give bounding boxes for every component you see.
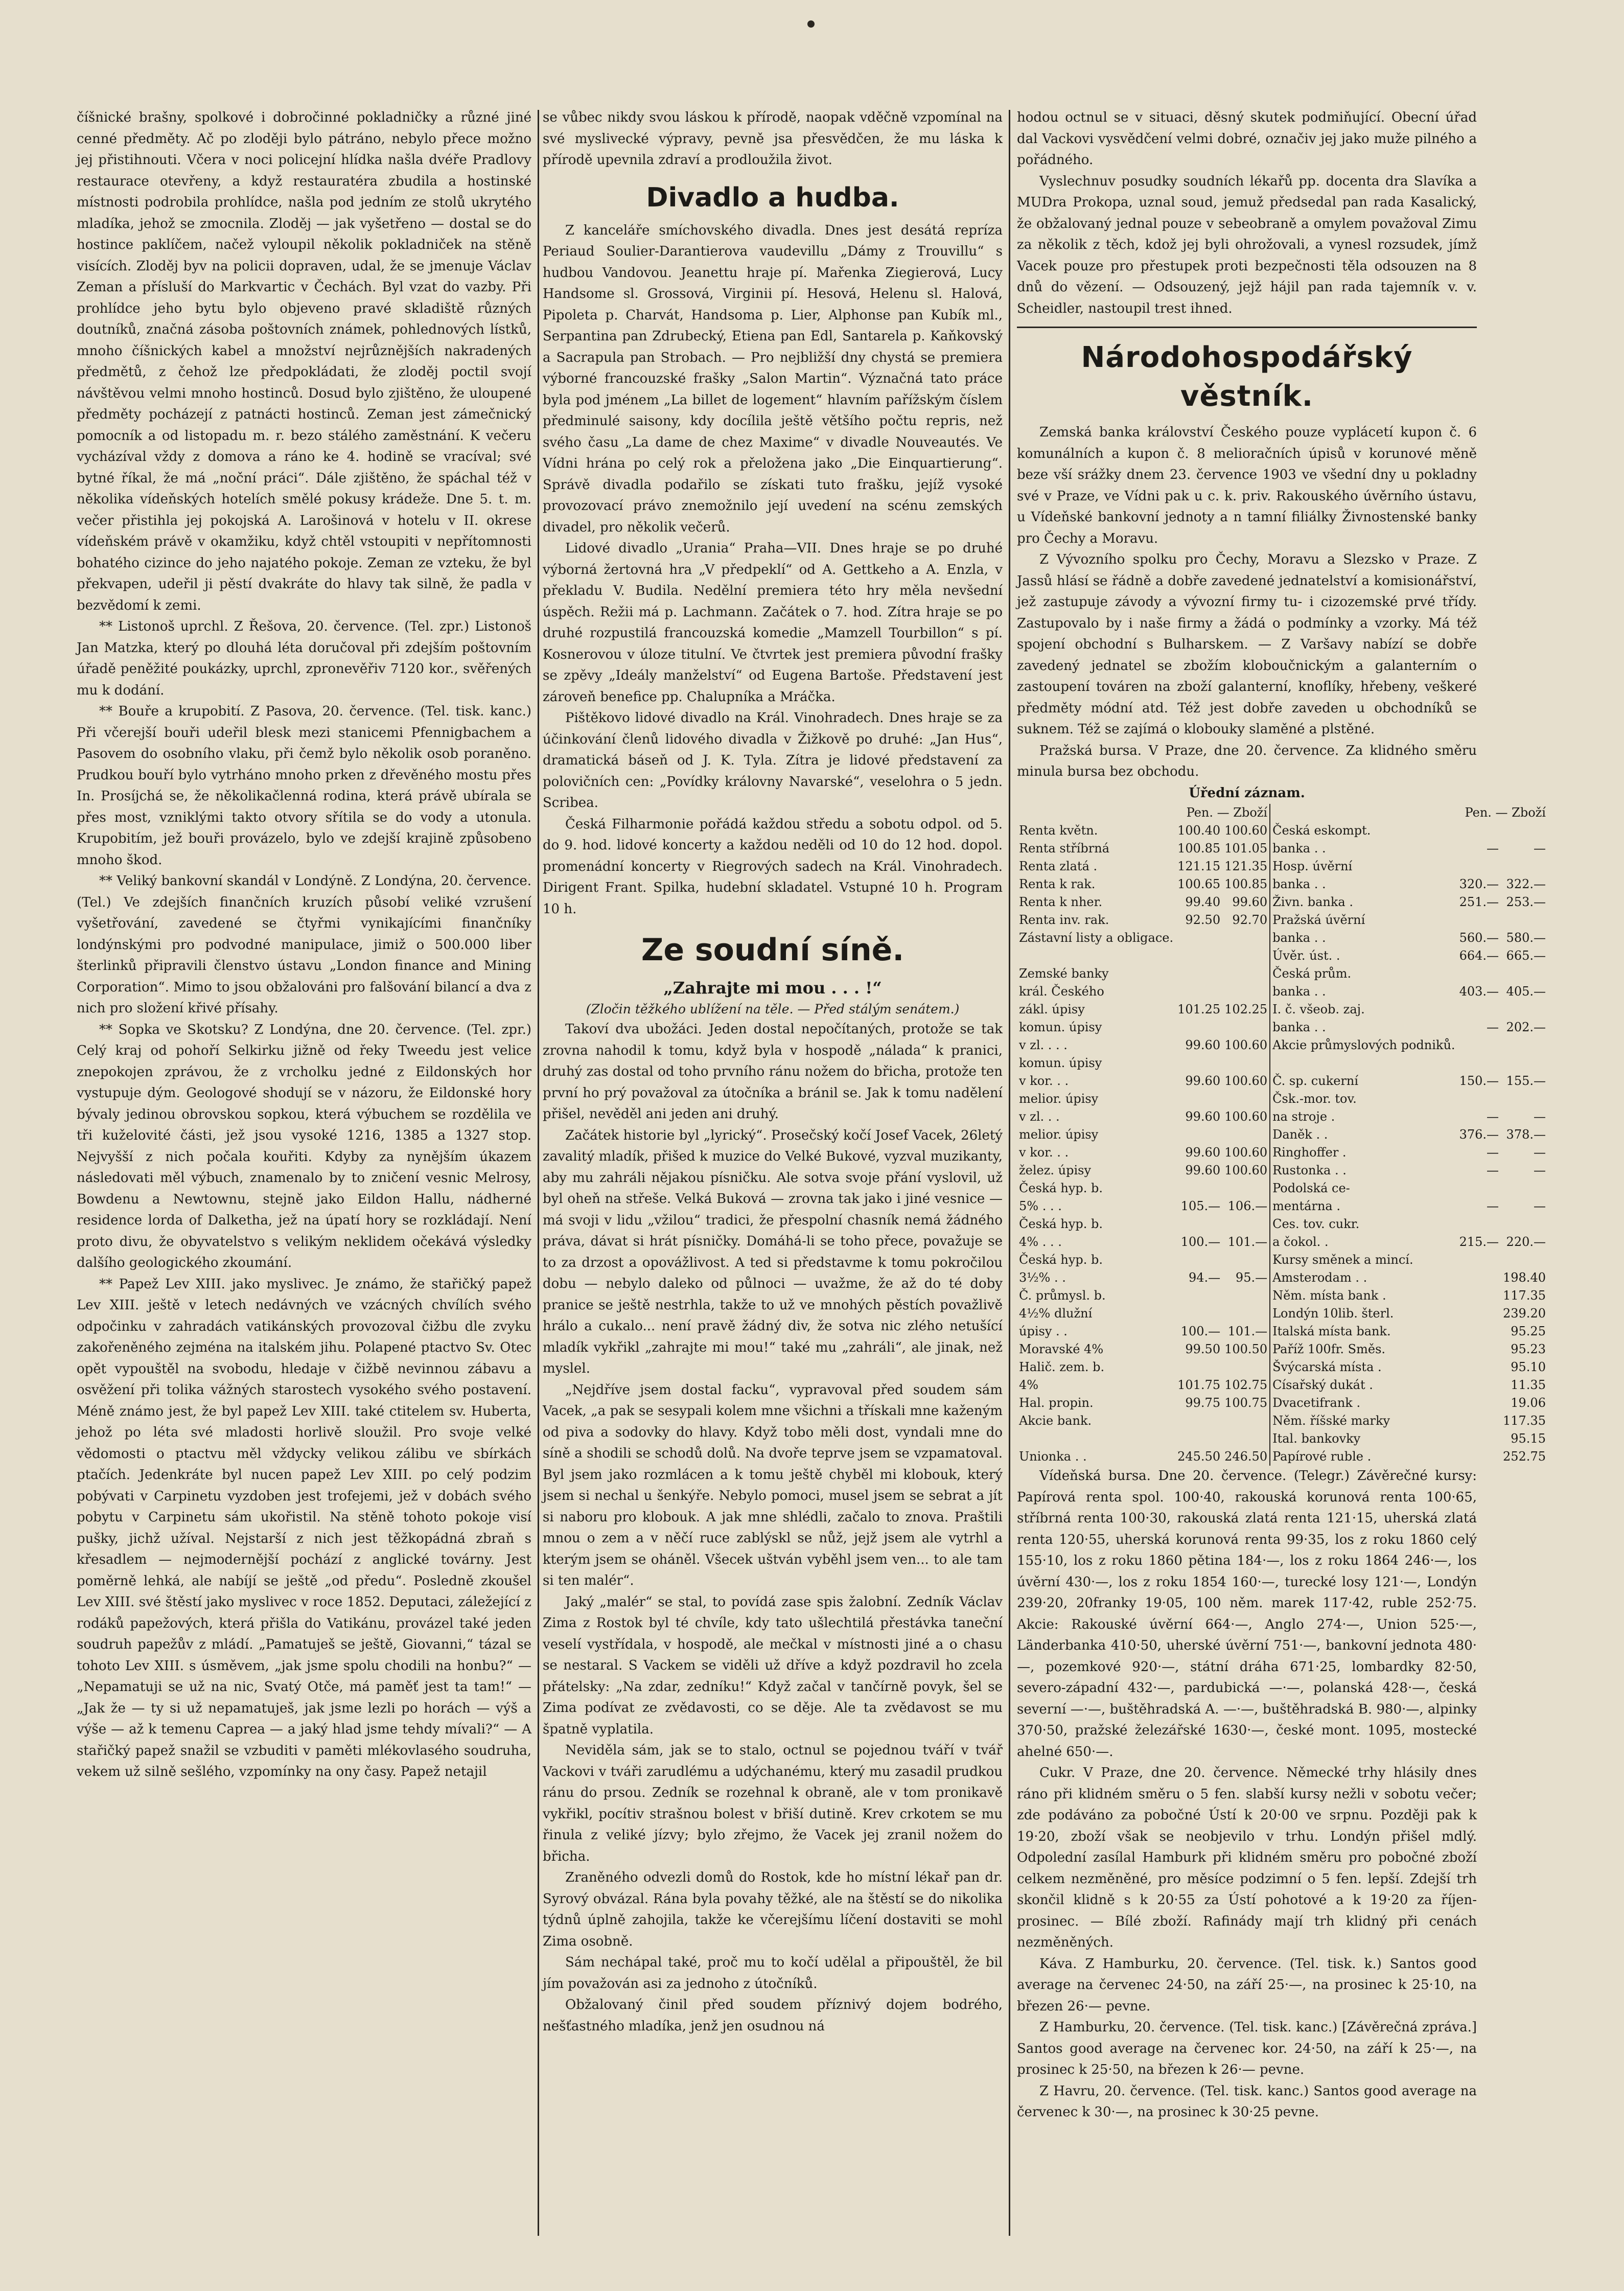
table-row xyxy=(1017,947,1548,965)
table-row xyxy=(1017,911,1548,929)
table-row xyxy=(1017,1054,1548,1072)
table-cell xyxy=(1222,1126,1270,1144)
article-paragraph: číšnické brašny, spolkové i dobročinné pokladničky a různé jiné cenné předměty. Ač po zloději bylo pátráno, nebylo přece možno jej přistihnouti. Včera v noci policejní hlídka našla dvéře Pradlovy restaurace otevřeny, a když restauratéra zbudila a hostinské místnosti podrobila prohlídce, našla pod jedním ze stolů ukrytého mladíka, jehož se zmocnila. Zloděj — jak vyšetřeno — dostal se do hostince paklíčem, načež vyloupil několik pokladniček na stěně visících. Zloděj byv na policii dopraven, udal, že se jmenuje Václav Zeman a přísluší do Markvartic v Čechách. Byl vzat do vazby. Při prohlídce jeho bytu bylo objeveno pravé skladiště různých doutníků, značná zásoba poštovních známek, pohlednových lístků, mnoho číšnických kabel a množství nejrůznějších nakradených předmětů, z čehož lze předpokládati, že zloděj poctil svojí návštěvou velmi mnoho hostinců. Dosud bylo zjištěno, že uloupené předměty pocházejí z patnácti hostinců. Zeman jest zámečnický pomocník a od listopadu m. r. bezo stálého zaměstnání. K večeru vycházíval vždy z domova a ráno ke 4. hodině se vracíval; své bytné říkal, že má „noční práci“. Dále zjištěno, že spáchal též v několika vídeňských hotelích smělé pokusy krádeže. Dne 5. t. m. večer přistihla jej pokojská A. Larošinová v hotelu v II. okrese vídeňském právě v okamžiku, když chtěl vstoupiti v nepřítomnosti bohatého cizince do jeho najatého pokoje. Zeman ze vzteku, že byl překvapen, udeřil ji pěstí dvakráte do hlavy tak silně, že padla v bezvědomí k zemi. xyxy=(77,110,531,613)
table-cell xyxy=(1457,1251,1501,1269)
table-cell: 665.— xyxy=(1506,948,1546,963)
article-subtitle: (Zločin těžkého ublížení na těle. — Před stálým senátem.) xyxy=(586,1002,960,1016)
table-cell: — xyxy=(1533,841,1546,855)
table-cell xyxy=(1457,1358,1501,1376)
table-cell xyxy=(1222,1179,1270,1197)
table-cell xyxy=(1457,1394,1501,1412)
table-cell: Renta k rak. xyxy=(1019,877,1096,891)
table-cell xyxy=(1457,1305,1501,1323)
article-paragraph: Jaký „malér“ se stal, to povídá zase spis žalobní. Zedník Václav Zima z Rostok byl té chvíle, kdy tato ušlechtilá přestávka taneční veselí vystřídala, v hospodě, ale mečkal v místnosti jiné a o chasu se nestaral. S Vackem se viděli už dříve a když pozdravil ho zcela přátelsky: „Na zdar, zedníku!“ Když začal v tančírně povyk, šel se Zima podívat ze zvědavosti, co se děje. Ale ta zvědavost se mu špatně vyplatila. xyxy=(543,1594,1003,1737)
table-cell: král. Českého xyxy=(1019,984,1104,999)
table-row xyxy=(1017,875,1548,893)
table-cell: Paříž 100fr. Směs. xyxy=(1270,1340,1457,1358)
table-cell xyxy=(1222,1215,1270,1233)
table-header: Pen. — Zboží xyxy=(1465,805,1546,820)
table-cell: 92.70 xyxy=(1232,913,1268,927)
table-cell: Ces. tov. cukr. xyxy=(1270,1215,1457,1233)
table-cell xyxy=(1222,983,1270,1001)
table-cell: Pražská úvěrní xyxy=(1270,911,1457,929)
article-paragraph: hodou octnul se v situaci, děsný skutek podmiňující. Obecní úřad dal Vackovi vysvědčení velmi dobré, označiv jej jako muže pilného a pořádného. xyxy=(1017,110,1477,168)
table-cell: Hal. propin. xyxy=(1019,1396,1094,1410)
article-paragraph: Začátek historie byl „lyrický“. Prosečský kočí Josef Vacek, 26letý zavalitý mladík, přišed k muzice do Velké Bukové, vyzval muzikanty, aby mu zahráli nějakou písničku. Ale sotva svoje přání vyslovil, už byl oheň na střeše. Velká Buková — zrovna tak jako i jiné vesnice — má svoji v lidu „vžilou“ tradici, že přespolní chasník nemá žádného práva, dávat si hrát písničky. Domáhá-li se toho přece, považuje se to za drzost a opovážlivost. A ted si představme k tomu pokročilou dobu — nebylo daleko od půlnoci — uvažme, že až do té doby pranice se ještě nestrhla, takže to už ve mnohých pěstích považlivě hrálo a cukalo... není pravě žádný div, že sotva nic zlého netušící mladík vykřikl „zahrajte mi mou!“ také mu „zahráli“, ale jinak, než myslel. xyxy=(543,1127,1003,1376)
table-cell xyxy=(1457,1340,1501,1358)
table-row xyxy=(1017,929,1548,947)
table-cell: 106.— xyxy=(1227,1199,1268,1213)
table-cell: 99.60 xyxy=(1185,1109,1221,1124)
table-cell: 100.85 xyxy=(1177,841,1221,855)
table-cell: 100.— xyxy=(1180,1235,1221,1249)
table-cell: Unionka . . xyxy=(1019,1449,1087,1464)
table-cell: Č. průmysl. b. xyxy=(1019,1288,1106,1303)
table-cell xyxy=(1175,1412,1222,1430)
table-row xyxy=(1017,965,1548,983)
table-cell: 5% . . . xyxy=(1019,1199,1062,1213)
table-cell: melior. úpisy xyxy=(1019,1127,1099,1142)
table-cell: — xyxy=(1487,1163,1499,1177)
article-paragraph: se vůbec nikdy svou láskou k přírodě, naopak vděčně vzpomínal na své myslivecké výpravy, pevně jsa přesvědčen, že mu láska k přírodě upevnila zdraví a prodloužila život. xyxy=(543,110,1003,168)
column-rule xyxy=(1009,110,1010,2236)
table-cell: 105.— xyxy=(1180,1199,1221,1213)
table-cell: 4% . . . xyxy=(1019,1235,1062,1249)
table-cell xyxy=(1175,1126,1222,1144)
table-cell: Něm. místa bank . xyxy=(1270,1287,1457,1305)
table-cell: Česká hyp. b. xyxy=(1019,1217,1103,1231)
table-cell xyxy=(1175,1215,1222,1233)
table-cell: 100.60 xyxy=(1224,823,1268,838)
table-cell: Akcie průmyslových podniků. xyxy=(1270,1036,1457,1054)
table-row xyxy=(1017,1340,1548,1358)
table-cell: 99.60 xyxy=(1185,1038,1221,1052)
table-row xyxy=(1017,1287,1548,1305)
table-cell: 101.— xyxy=(1227,1324,1268,1338)
table-cell xyxy=(1222,1305,1270,1323)
table-cell: 99.50 xyxy=(1185,1342,1221,1356)
table-cell xyxy=(1222,1287,1270,1305)
table-row xyxy=(1017,1233,1548,1251)
table-cell: Podolská ce- xyxy=(1270,1179,1457,1197)
table-cell xyxy=(1222,1412,1270,1430)
table-row xyxy=(1017,1358,1548,1376)
table-row xyxy=(1017,1108,1548,1126)
table-row xyxy=(1017,1323,1548,1340)
article-paragraph: Obžalovaný činil před soudem příznivý dojem bodrého, nešťastného mladíka, jenž jen osudnou ná xyxy=(543,1997,1003,2034)
table-cell: 320.— xyxy=(1459,877,1499,891)
table-cell: 100.40 xyxy=(1177,823,1221,838)
table-cell: 4% xyxy=(1019,1378,1039,1392)
table-cell: v kor. . . xyxy=(1019,1145,1069,1160)
table-cell: — xyxy=(1487,1020,1499,1034)
table-cell: Renta stříbrná xyxy=(1019,841,1110,855)
table-cell xyxy=(1175,1430,1222,1448)
table-cell: 378.— xyxy=(1506,1127,1546,1142)
table-cell: Hosp. úvěrní xyxy=(1270,858,1457,875)
section-heading-economy: Národohospodářský věstník. xyxy=(1081,341,1413,413)
table-cell: 580.— xyxy=(1506,931,1546,945)
article-paragraph: ** Listonoš uprchl. Z Řešova, 20. července. (Tel. zpr.) Listonoš Jan Matzka, který po dlouhá léta doručoval při zdejším poštovním úřadě peněžité poukázky, uprchl, zpronevěřiv 7120 kor., svěřených mu k dodání. xyxy=(77,619,531,698)
article-paragraph: Pražská bursa. V Praze, dne 20. července. Za klidného směru minula bursa bez obchodu. xyxy=(1017,743,1477,779)
table-cell: Živn. banka . xyxy=(1270,893,1457,911)
table-cell xyxy=(1457,1412,1501,1430)
table-cell: 202.— xyxy=(1506,1020,1546,1034)
table-row xyxy=(1017,1036,1548,1054)
table-cell xyxy=(1175,1251,1222,1269)
table-cell: Zemské banky xyxy=(1019,966,1109,981)
table-cell: banka . . xyxy=(1270,1019,1457,1036)
table-cell xyxy=(1222,1019,1270,1036)
table-cell: 19.06 xyxy=(1511,1396,1546,1410)
table-cell xyxy=(1457,1001,1501,1019)
table-cell: 101.75 xyxy=(1177,1378,1221,1392)
article-paragraph: Zraněného odvezli domů do Rostok, kde ho místní lékař pan dr. Syrový obvázal. Rána byla povahy těžké, ale na štěstí se do nikolika týdnů úplně zahojila, takže ke včerejšímu líčení dostaviti se mohl Zima osobně. xyxy=(543,1870,1003,1949)
table-cell: banka . . xyxy=(1270,983,1457,1001)
article-paragraph: Pištěkovo lidové divadlo na Král. Vinohradech. Dnes hraje se za účinkování členů lidového divadla v Žižkově po druhé: „Jan Hus“, dramatická báseň od J. K. Tyla. Zítra je lidové představení za polovičních cen: „Povídky královny Navarské“, veselohra o 5 jedn. Scribea. xyxy=(543,710,1003,811)
table-cell: 95.23 xyxy=(1511,1342,1546,1356)
table-cell: 100.75 xyxy=(1224,1396,1268,1410)
table-row xyxy=(1017,858,1548,875)
article-paragraph: Neviděla sám, jak se to stalo, octnul se pojednou tváří v tvář Vackovi v tváři zarudlému a udýchanému, který mu zasadil prudkou ránu do prsou. Zedník se rozehnal k obraně, ale v tom pronikavě vykřikl, pocítiv strašnou bolest v břiší dutině. Krev crkotem se mu řinula z veliké jízvy; bylo zřejmo, že Vacek jej zranil nožem do břicha. xyxy=(543,1743,1003,1864)
article-paragraph: ** Veliký bankovní skandál v Londýně. Z Londýna, 20. července. (Tel.) Ve zdejších finančních kruzích působí veliké vzrušení vyšetřování, zavedené se čtyřmi vynikajícími finančníky londýnskými pro podvodné manipulace, jimiž o 500.000 liber šterlinků připravili členstvo ústavu „London finance and Mining Corporation“. Mimo to jsou obžalováni pro falšování bilancí a dva z nich pro složení křivé přísahy. xyxy=(77,873,531,1016)
table-cell: 3½% . . xyxy=(1019,1270,1066,1285)
table-cell: 664.— xyxy=(1459,948,1499,963)
table-cell: 117.35 xyxy=(1503,1288,1546,1303)
table-cell xyxy=(1501,858,1548,875)
table-cell xyxy=(1457,965,1501,983)
table-cell xyxy=(1501,1036,1548,1054)
table-cell: 155.— xyxy=(1506,1074,1546,1088)
table-cell: — xyxy=(1487,1145,1499,1160)
table-row xyxy=(1017,1269,1548,1287)
table-cell: 102.25 xyxy=(1224,1002,1268,1016)
table-cell: 121.35 xyxy=(1224,859,1268,873)
table-cell xyxy=(1222,1054,1270,1072)
table-row xyxy=(1017,1448,1548,1466)
table-cell: 100.— xyxy=(1180,1324,1221,1338)
table-cell: 99.40 xyxy=(1185,895,1221,909)
column-rule xyxy=(538,110,539,2236)
table-cell: Renta k nher. xyxy=(1019,895,1103,909)
article-paragraph: ** Bouře a krupobití. Z Pasova, 20. července. (Tel. tisk. kanc.) Při včerejší bouři udeřil blesk mezi stanicemi Pfennigbachem a Pasovem do osobního vlaku, při čemž bylo několik osob poraněno. Prudkou bouří bylo vytrháno mnoho prken z dřevěného mostu přes In. Prosíjchá se, že několikačlenná rodina, která právě ubírala se přes most, vzniklými takto otvory sřítila se do vody a utonula. Krupobitím, jež bouři provázelo, bylo ve zdejší krajině způsobeno mnoho škod. xyxy=(77,704,531,868)
table-row xyxy=(1017,1394,1548,1412)
table-row xyxy=(1017,1197,1548,1215)
table-row xyxy=(1017,1019,1548,1036)
table-cell: — xyxy=(1533,1145,1546,1160)
table-header-row xyxy=(1017,804,1548,822)
table-row xyxy=(1017,983,1548,1001)
table-cell: úpisy . . xyxy=(1019,1324,1068,1338)
table-cell xyxy=(1501,1215,1548,1233)
table-cell: Zástavní listy a obligace. xyxy=(1019,931,1174,945)
table-cell: 215.— xyxy=(1459,1235,1499,1249)
table-cell: Papírové ruble . xyxy=(1270,1448,1457,1466)
table-row xyxy=(1017,1376,1548,1394)
table-cell xyxy=(1175,1090,1222,1108)
table-cell: — xyxy=(1487,841,1499,855)
table-cell: 99.60 xyxy=(1185,1163,1221,1177)
table-row xyxy=(1017,840,1548,858)
table-cell xyxy=(1175,965,1222,983)
table-cell xyxy=(1175,929,1222,947)
table-cell: Ital. bankovky xyxy=(1270,1430,1457,1448)
table-cell: komun. úpisy xyxy=(1019,1056,1102,1070)
table-cell: Renta inv. rak. xyxy=(1019,913,1109,927)
table-cell: — xyxy=(1533,1199,1546,1213)
table-cell: 100.60 xyxy=(1224,1163,1268,1177)
table-cell: Česká hyp. b. xyxy=(1019,1181,1103,1195)
table-cell: v zl. . . xyxy=(1019,1109,1060,1124)
table-header: Pen. — Zboží xyxy=(1186,805,1268,820)
table-cell: 95.25 xyxy=(1511,1324,1546,1338)
table-row xyxy=(1017,1179,1548,1197)
section-heading-theatre: Divadlo a hudba. xyxy=(646,182,899,213)
table-cell: 101.05 xyxy=(1224,841,1268,855)
article-paragraph: Káva. Z Hamburku, 20. července. (Tel. tisk. k.) Santos good average na červenec 24·50, na září 25·—, na prosinec k 25·10, na březen 26·— pevne. xyxy=(1017,1956,1477,2014)
table-cell: v kor. . . xyxy=(1019,1074,1069,1088)
table-cell: 252.75 xyxy=(1503,1449,1546,1464)
table-title: Úřední záznam. xyxy=(1189,785,1305,801)
table-cell: Kursy směnek a mincí. xyxy=(1270,1251,1457,1269)
table-cell: v zl. . . . xyxy=(1019,1038,1068,1052)
table-cell: Akcie bank. xyxy=(1019,1414,1092,1428)
article-paragraph: Z Havru, 20. července. (Tel. tisk. kanc.) Santos good average na červenec k 30·—, na prosinec k 30·25 pevne. xyxy=(1017,2083,1477,2120)
table-cell: 100.60 xyxy=(1224,1038,1268,1052)
table-cell xyxy=(1175,1358,1222,1376)
table-row xyxy=(1017,822,1548,840)
table-cell xyxy=(1175,1019,1222,1036)
article-paragraph: Vídeňská bursa. Dne 20. července. (Telegr.) Závěrečné kursy: Papírová renta spol. 100·40, rakouská korunová renta 100·65, stříbrná renta 100·30, rakouská zlatá renta 121·15, uherská zlatá renta 120·55, uherská korunová renta 99·35, los z roku 1860 celý 155·10, los z roku 1860 pětina 184·—, los z roku 1864 246·—, los úvěrní 430·—, los z roku 1854 160·—, turecké losy 121·—, Londýn 239·20, 20franky 19·05, 100 něm. marek 117·42, ruble 252·75. Akcie: Rakouské úvěrní 664·—, Anglo 274·—, Union 525·—, Länderbanka 410·50, uherské úvěrní 751·—, bankovní jednota 480·—, pozemkové 920·—, státní dráha 671·25, lombardky 82·50, severo-západní 432·—, pardubická —·—, polanská 428·—, česká severní —·—, buštěhradská A. —·—, buštěhradská B. 980·—, alpinky 370·50, pražské železářské 1630·—, české mont. 1095, mostecké ahelné 650·—. xyxy=(1017,1468,1477,1760)
article-paragraph: Česká Filharmonie pořádá každou středu a sobotu odpol. od 5. do 9. hod. lidové koncerty a každou neděli od 10 do 12 hod. dopol. promenádní koncerty v Riegrových sadech na Král. Vinohradech. Dirigent Frant. Spilka, hudební skladatel. Vstupné 10 h. Program 10 h. xyxy=(543,816,1003,917)
table-cell xyxy=(1457,822,1501,840)
table-cell: Čsk.-mor. tov. xyxy=(1270,1090,1457,1108)
table-cell xyxy=(1457,1376,1501,1394)
article-paragraph: „Nejdříve jsem dostal facku“, vypravoval před soudem sám Vacek, „a pak se sesypali kolem mne všichni a třískali mne kaženým od piva a sodovky do hlavy. Když tobo měli dost, vyndali mne do síně a shodili se schodů dolů. Na dvoře teprve jsem se vzpamatoval. Byl jsem jako rozmlácen a k tomu ještě chyběl mi klobouk, který jsem si nechal u šenkýře. Nebylo pomoci, musel jsem se sebrat a jít si naboru pro klobouk. A jak mne shlédli, začalo to znova. Praštili mnou o zem a v něčí ruce zablýskl se nůž, jejž jsem ale vytrhl a kterým jsem se oháněl. Všecek uštván vyběhl jsem ven... to ale tam si ten malér“. xyxy=(543,1382,1003,1588)
table-cell: mentárna . xyxy=(1270,1197,1457,1215)
article-paragraph: Zemská banka království Českého pouze vyplácetí kupon č. 6 komunálních a kupon č. 8 melioračních úpisů v korunové měně beze vší srážky dnem 23. července 1903 ve všední dny u pokladny své v Praze, ve Vídni pak u c. k. priv. Rakouského úvěrního ústavu, u Vídeňské bankovní jednoty a n tamní filiálky Živnostenské banky pro Čechy a Moravu. xyxy=(1017,425,1477,546)
table-row xyxy=(1017,1430,1548,1448)
article-paragraph: Vyslechnuv posudky soudních lékařů pp. docenta dra Slavíka a MUDra Prokopa, uznal soud, jemuž předsedal pan rada Kasalický, že obžalovaný jednal pouze v sebeobraně a omylem považoval Zimu za několik z těch, kdož jej byli ohrožovali, a vynesl rozsudek, jímž Vacek pouze pro přestupek proti bezpečnosti těla odsouzen na 8 dnů do vězení. — Odsouzený, jejž hájil pan rada tajemník v. v. Scheidler, nastoupil trest ihned. xyxy=(1017,173,1477,316)
table-cell: 94.— xyxy=(1188,1270,1221,1285)
table-cell: Halič. zem. b. xyxy=(1019,1360,1105,1374)
table-cell: 101.25 xyxy=(1177,1002,1221,1016)
table-cell xyxy=(1457,1448,1501,1466)
table-cell: 100.65 xyxy=(1177,877,1221,891)
table-cell: 150.— xyxy=(1459,1074,1499,1088)
table-cell: želez. úpisy xyxy=(1019,1163,1091,1177)
table-cell: I. č. všeob. zaj. xyxy=(1270,1001,1457,1019)
table-cell: Dvacetifrank . xyxy=(1270,1394,1457,1412)
table-cell: 101.— xyxy=(1227,1235,1268,1249)
table-cell: Ringhoffer . xyxy=(1270,1144,1457,1162)
article-paragraph: Cukr. V Praze, dne 20. července. Německé trhy hlásily dnes ráno při klidném směru o 5 fen. slabší kursy nežli v sobotu večer; zde podáváno za pobočné Ústí k 20·00 ve srpnu. Později pak k 19·20, zboží však se neobjevilo v trhu. Londýn přišel mdlý. Odpolední zasílal Hamburk při klidném směru pro pobočné zboží celkem nezměněné, pro měsíce podzimní o 5 fen. lepší. Zdejší trh skončil klidně s k 20·55 za Ústí pohotové a k 19·20 za říjen-prosinec. — Bílé zboží. Rafinády mají trh klidný při cenách nezměněných. xyxy=(1017,1765,1477,1950)
table-cell: Rustonka . . xyxy=(1270,1162,1457,1179)
table-cell xyxy=(1457,911,1501,929)
table-cell: 99.75 xyxy=(1185,1396,1221,1410)
table-cell: 95.15 xyxy=(1511,1431,1546,1446)
table-cell xyxy=(1175,1179,1222,1197)
column-left xyxy=(77,107,531,2243)
table-row xyxy=(1017,1072,1548,1090)
article-title: „Zahrajte mi mou . . . !“ xyxy=(663,978,882,998)
table-cell: Italská místa bank. xyxy=(1270,1323,1457,1340)
table-cell xyxy=(1457,1179,1501,1197)
table-cell xyxy=(1457,1036,1501,1054)
table-cell: Císařský dukát . xyxy=(1270,1376,1457,1394)
table-cell: a čokol. . xyxy=(1270,1233,1457,1251)
table-cell: 403.— xyxy=(1459,984,1499,999)
table-cell xyxy=(1457,1269,1501,1287)
table-cell xyxy=(1175,1305,1222,1323)
column-middle xyxy=(543,107,1003,2243)
table-cell xyxy=(1175,1054,1222,1072)
table-row xyxy=(1017,1090,1548,1108)
article-paragraph: Sám nechápal také, proč mu to kočí udělal a připouštěl, že bil jím považován asi za jednoho z útočníků. xyxy=(543,1955,1003,1992)
table-cell xyxy=(1501,965,1548,983)
table-row xyxy=(1017,1305,1548,1323)
table-cell: na stroje . xyxy=(1270,1108,1457,1126)
table-cell xyxy=(1175,1287,1222,1305)
table-cell: 560.— xyxy=(1459,931,1499,945)
table-cell: Amsterodam . . xyxy=(1270,1269,1457,1287)
table-cell: 4½% dlužní xyxy=(1019,1306,1093,1321)
exchange-rates-table xyxy=(1017,804,1548,1466)
article-paragraph: ** Papež Lev XIII. jako myslivec. Je známo, že stařičký papež Lev XIII. ještě v letech nedávných ve vzácných chvílích svého odpočinku v zahradách vatikánských provozoval čižbu dle zvyku zakořeněného zejména na italském jihu. Polapené ptactvo Sv. Otec opět vypouštěl na svobodu, hledaje v čižbě nevinnou zábavu a osvěžení při tolika vážných starostech vysokého svého postavení. Méně známo jest, že byl papež Lev XIII. také ctitelem sv. Huberta, jehož po léta své mladosti horlivě sloužil. Pro svoje velké vědomosti o ptactvu měl vždycky velikou zálibu ve sbírkách ptačích. Jedenkráte byl nucen papež Lev XIII. po celý podzim pobývati v Carpinetu vyzdoben jest trofejemi, jež v dobách svého pobytu v Carpinetu sám ukořistil. Na stěně tohoto pokoje visí pušky, jichž užíval. Nejstarší z nich jest těžkopádná zbraň s křesadlem — nejmodernější pochází z anglické továrny. Jest poměrně lehká, ale nabíjí se ještě „od předu“. Posledně zkoušel Lev XIII. své štěstí jako myslivec v roce 1852. Deputaci, záležející z rodáků papežových, která přišla do Vatikánu, provázel také jeden soudruh papežův z mládí. „Pamatuješ se ještě, Giovanni,“ tázal se tohoto Lev XIII. s úsměvem, „jak jsme spolu chodili na honbu?“ — „Nepamatuji se už na nic, Svatý Otče, má paměť jest ta tam!“ — „Jak že — ty si už nepamatuješ, jak jsme lezli po horách — výš a výše — až k temenu Caprea — a jaký hlad jsme tehdy mívali?“ — A stařičký papež snažil se vzbuditi v paměti mlékovlasého soudruha, vekem už silně sešlého, vzpomínky na ony časy. Papež netajil xyxy=(77,1276,531,1779)
section-heading-court: Ze soudní síně. xyxy=(641,932,904,968)
table-cell: — xyxy=(1487,1199,1499,1213)
table-cell xyxy=(1270,1054,1457,1072)
table-cell xyxy=(1501,1054,1548,1072)
table-cell: komun. úpisy xyxy=(1019,1020,1102,1034)
table-cell: 11.35 xyxy=(1511,1378,1546,1392)
table-cell xyxy=(1222,1090,1270,1108)
table-cell: 100.85 xyxy=(1224,877,1268,891)
table-cell: 376.— xyxy=(1459,1127,1499,1142)
table-cell xyxy=(1457,1287,1501,1305)
table-cell xyxy=(1501,1001,1548,1019)
table-row xyxy=(1017,1251,1548,1269)
table-cell: 253.— xyxy=(1506,895,1546,909)
article-paragraph: ** Sopka ve Skotsku? Z Londýna, dne 20. července. (Tel. zpr.) Celý kraj od pohoří Selkirku jižně od řeky Tweedu jest velice znepokojen zprávou, že z vrcholku jedné z Eildonských hor vystupuje dým. Geologové shodují se v názoru, že Eildonské hory bývaly jedinou obrovskou sopkou, která výbuchem se rozdělila ve tři kuželovité části, jež jsou vysoké 1216, 1385 a 1327 stop. Nejvyšší z nich počala kouřiti. Kdyby za nynějším úkazem následovati měl výbuch, znamenalo by to zničení vesnic Melrosy, Bowdenu a Newtownu, stejně jako Eildon Hallu, nádherné residence lorda of Dalketha, jež na úpatí hory se rozkládají. Není proto divu, že obyvatelstvo s velikým neklidem očekává výsledky dalšího geologického zkoumání. xyxy=(77,1022,531,1270)
table-cell: Č. sp. cukerní xyxy=(1270,1072,1457,1090)
table-cell xyxy=(1175,983,1222,1001)
table-cell: Česká prům. xyxy=(1270,965,1457,983)
table-cell xyxy=(1222,1251,1270,1269)
table-row xyxy=(1017,1144,1548,1162)
table-cell: banka . . xyxy=(1270,929,1457,947)
table-cell: — xyxy=(1533,1163,1546,1177)
table-cell: Něm. říšské marky xyxy=(1270,1412,1457,1430)
table-cell: 99.60 xyxy=(1232,895,1268,909)
table-cell: 246.50 xyxy=(1224,1449,1268,1464)
table-cell: 95.10 xyxy=(1511,1360,1546,1374)
table-cell xyxy=(1457,1323,1501,1340)
article-paragraph: Lidové divadlo „Urania“ Praha—VII. Dnes hraje se po druhé výborná žertovná hra „V předpeklí“ od A. Gettkeho a A. Enzla, v překladu V. Budila. Nedělní premiera této hry měla nevšední úspěch. Režii má p. Lachmann. Začátek o 7. hod. Zítra hraje se po druhé rozpustilá francouzská komedie „Mamzell Tourbillon“ s pí. Kosnerovou v úloze titulní. Ve čtvrtek jest premiera původní frašky se zpěvy „Ideály manželství“ od Eugena Bartoše. Představení jest zároveň benefice pp. Chalupníka a Mráčka. xyxy=(543,541,1003,705)
table-cell xyxy=(1501,1090,1548,1108)
article-paragraph: Z Hamburku, 20. července. (Tel. tisk. kanc.) [Závěrečná zpráva.] Santos good average na červenec kor. 24·50, na září k 25·—, na prosinec k 25·50, na březen k 26·— pevne. xyxy=(1017,2020,1477,2077)
table-cell: Renta květn. xyxy=(1019,823,1098,838)
article-paragraph: Takoví dva ubožáci. Jeden dostal nepočítaných, protože se tak zrovna nahodil k tomu, když byla v hospodě „nálada“ k pranici, druhý zas dostal od toho prvního ránu nožem do břicha, protože ten první ho prý považoval za útočníka a bránil se. Jak k tomu nadělení přišel, nevěděl ani jeden ani druhý. xyxy=(543,1022,1003,1122)
table-cell: 405.— xyxy=(1506,984,1546,999)
table-cell xyxy=(1457,1054,1501,1072)
table-cell: 322.— xyxy=(1506,877,1546,891)
table-cell xyxy=(1222,1430,1270,1448)
column-right xyxy=(1017,107,1546,2243)
table-row xyxy=(1017,1412,1548,1430)
table-cell: 99.60 xyxy=(1185,1145,1221,1160)
table-cell xyxy=(1457,1215,1501,1233)
table-cell: 100.60 xyxy=(1224,1074,1268,1088)
table-cell xyxy=(1501,1179,1548,1197)
exchange-rates-body xyxy=(1017,822,1548,1466)
table-cell xyxy=(1017,947,1175,965)
table-cell: — xyxy=(1533,1109,1546,1124)
table-row xyxy=(1017,1215,1548,1233)
table-cell: zákl. úpisy xyxy=(1019,1002,1085,1016)
table-cell: 245.50 xyxy=(1177,1449,1221,1464)
table-cell: 220.— xyxy=(1506,1235,1546,1249)
table-cell: 198.40 xyxy=(1503,1270,1546,1285)
table-cell xyxy=(1222,1358,1270,1376)
ornament-dot xyxy=(807,20,815,28)
table-cell: Daněk . . xyxy=(1270,1126,1457,1144)
table-cell: 100.60 xyxy=(1224,1109,1268,1124)
table-row xyxy=(1017,1001,1548,1019)
table-cell xyxy=(1501,911,1548,929)
table-cell: Moravské 4% xyxy=(1019,1342,1104,1356)
table-cell: Česká hyp. b. xyxy=(1019,1253,1103,1267)
table-cell: 99.60 xyxy=(1185,1074,1221,1088)
table-cell xyxy=(1457,1090,1501,1108)
table-cell: banka . . xyxy=(1270,840,1457,858)
table-cell: banka . . xyxy=(1270,875,1457,893)
table-cell: — xyxy=(1487,1109,1499,1124)
table-cell: Švýcarská místa . xyxy=(1270,1358,1457,1376)
table-cell xyxy=(1222,965,1270,983)
table-row xyxy=(1017,1162,1548,1179)
table-cell: 100.60 xyxy=(1224,1145,1268,1160)
table-cell: Úvěr. úst. . xyxy=(1270,947,1457,965)
divider xyxy=(1017,327,1477,328)
table-cell: 92.50 xyxy=(1185,913,1221,927)
table-cell: Česká eskompt. xyxy=(1270,822,1457,840)
table-row xyxy=(1017,893,1548,911)
table-cell: 251.— xyxy=(1459,895,1499,909)
table-cell xyxy=(1222,929,1270,947)
table-cell xyxy=(1457,1430,1501,1448)
table-cell: Renta zlatá . xyxy=(1019,859,1098,873)
table-cell xyxy=(1175,947,1222,965)
table-cell: 95.— xyxy=(1235,1270,1268,1285)
table-cell: 117.35 xyxy=(1503,1414,1546,1428)
table-cell: 239.20 xyxy=(1503,1306,1546,1321)
table-cell: 102.75 xyxy=(1224,1378,1268,1392)
table-cell: 121.15 xyxy=(1177,859,1221,873)
table-cell xyxy=(1222,947,1270,965)
article-paragraph: Z Vývozního spolku pro Čechy, Moravu a Slezsko v Praze. Z Jassů hlásí se řádně a dobře zavedené jednatelství a komisionářství, jež zastupuje závody a vývozní firmy tu- i cizozemské prvé třídy. Zastupovalo by i naše firmy a žádá o podmínky a vzorky. Má též spojení obchodní s Bulharskem. — Z Varšavy nabízí se dobře zavedený jednatel se zbožím kloboučnickým a galanterním o zastoupení továren na zboží galanterní, knoflíky, hřebeny, veškeré předměty módní atd. Též jest dobře zaveden u obchodníků se suknem. Též se zajímá o klobouky slaměné a plstěné. xyxy=(1017,552,1477,737)
article-paragraph: Z kanceláře smíchovského divadla. Dnes jest desátá repríza Periaud Soulier-Darantierova vaudevillu „Dámy z Trouvillu“ s hudbou Vandovou. Jeanettu hraje pí. Mařenka Ziegierová, Lucy Handsome sl. Grossová, Virginii pí. Hesová, Helenu sl. Halová, Pipoleta p. Charvát, Handsoma p. Lier, Alphonse pan Kubík ml., Serpantina pan Zdrubecký, Etiena pan Edl, Santarela p. Kaňkovský a Sacrapula pan Strobach. — Pro nejbližší dny chystá se premiera výborné francouzské frašky „Salon Martin“. Význačná tato práce byla pod jménem „La billet de logement“ hlavním pařížským číslem předminulé saisony, kdy docílila ještě většího počtu repris, než svého času „La dame de chez Maxime“ v divadle Nouveautés. Ve Vídni hrána po celý rok a přeložena jako „Die Einquartierung“. Správě divadla podařilo se získati tuto frašku, jejíž vysoké provozovací právo znemožnilo její uvedení na scénu zemských divadel, pro několik večerů. xyxy=(543,222,1003,535)
table-cell: Londýn 10lib. šterl. xyxy=(1270,1305,1457,1323)
table-cell xyxy=(1501,1251,1548,1269)
table-row xyxy=(1017,1126,1548,1144)
table-cell xyxy=(1501,822,1548,840)
table-cell: 100.50 xyxy=(1224,1342,1268,1356)
table-cell xyxy=(1457,858,1501,875)
table-cell: melior. úpisy xyxy=(1019,1092,1099,1106)
table-cell xyxy=(1017,1430,1175,1448)
